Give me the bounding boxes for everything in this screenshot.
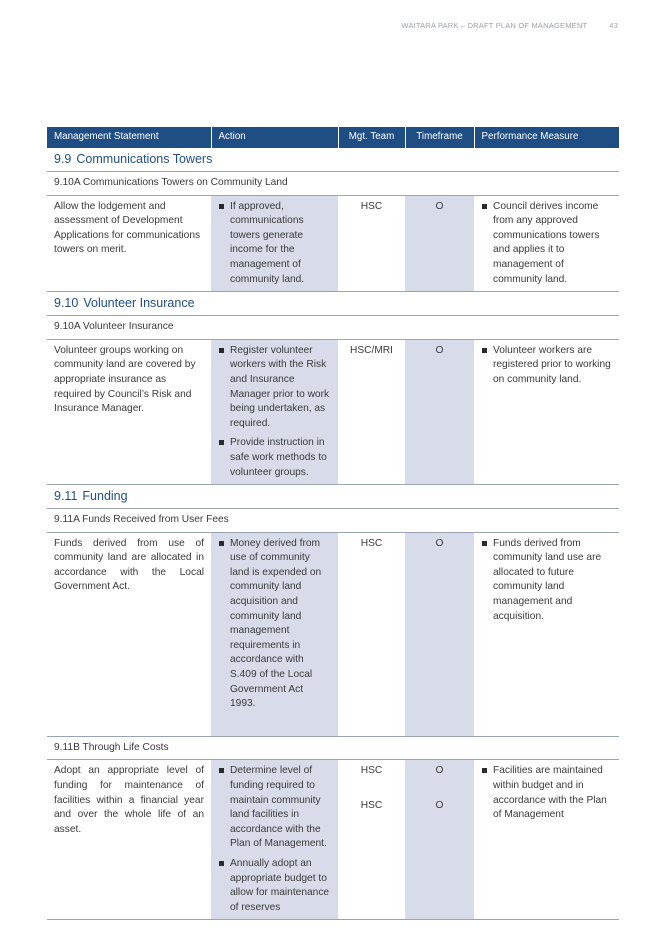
- statement-cell: Volunteer groups working on community land are covered by appropriate insurance as required by Council’s Risk and Insurance Manager.: [47, 339, 211, 484]
- section-title: Volunteer Insurance: [83, 296, 195, 311]
- timeframe-cell: O: [405, 195, 474, 292]
- section-title: Funding: [82, 489, 128, 504]
- action-item: Register volunteer workers with the Risk and Insurance Manager prior to work being undertaken, as required.: [218, 344, 331, 432]
- measure-cell: [474, 760, 619, 920]
- column-header-statement: Management Statement: [47, 127, 211, 148]
- section-heading: [47, 485, 619, 509]
- table-row: [47, 532, 619, 736]
- section-heading: [47, 292, 619, 316]
- column-header-team: Mgt. Team: [338, 127, 405, 148]
- subsection-label: 9.10A Communications Towers on Community Land: [47, 172, 619, 196]
- measure-cell: [474, 195, 619, 292]
- action-cell: [211, 760, 338, 920]
- measure-item: Volunteer workers are registered prior to working on community land.: [481, 344, 612, 388]
- section-number: 9.10: [54, 296, 79, 311]
- team-cell: HSC/MRI: [338, 339, 405, 484]
- timeframe-cell: [405, 760, 474, 920]
- action-item: If approved, communications towers generate income for the management of community land.: [218, 200, 331, 288]
- page-number: 43: [609, 21, 618, 30]
- column-header-measure: Performance Measure: [474, 127, 619, 148]
- measure-item: Funds derived from community land use are allocated to future community land management and acquisition.: [481, 537, 612, 625]
- table-row: [47, 339, 619, 484]
- action-cell: [211, 339, 338, 484]
- action-item: Annually adopt an appropriate budget to allow for maintenance of reserves: [218, 857, 331, 915]
- timeframe-value: O: [435, 800, 444, 811]
- column-header-action: Action: [211, 127, 338, 148]
- column-header-timeframe: Timeframe: [405, 127, 474, 148]
- statement-cell: Allow the lodgement and assessment of Development Applications for communications towers on merit.: [47, 195, 211, 292]
- team-cell: HSC: [338, 195, 405, 292]
- team-cell: HSC: [338, 532, 405, 736]
- team-value: HSC: [360, 765, 383, 777]
- subsection-row: [47, 316, 619, 340]
- section-number: 9.9: [54, 152, 72, 167]
- timeframe-cell: O: [405, 532, 474, 736]
- section-heading-row: [47, 485, 619, 509]
- page-header: [401, 21, 618, 30]
- document-title: WAITARA PARK – DRAFT PLAN OF MANAGEMENT: [401, 21, 588, 30]
- statement-cell: Adopt an appropriate level of funding for maintenance of facilities within a financial year and over the whole life of an asset.: [47, 760, 211, 920]
- table-header-row: [47, 127, 619, 148]
- team-value: HSC: [360, 800, 383, 811]
- subsection-row: [47, 509, 619, 533]
- subsection-row: [47, 736, 619, 760]
- timeframe-cell: O: [405, 339, 474, 484]
- table-row: [47, 760, 619, 920]
- action-item: Money derived from use of community land is expended on community land acquisition and community land management requirements in accordance with S.409 of the Local Government Act 1993.: [218, 537, 331, 712]
- team-cell: [338, 760, 405, 920]
- section-number: 9.11: [54, 489, 78, 504]
- action-item: Determine level of funding required to maintain community land facilities in accordance with the Plan of Management.: [218, 764, 331, 852]
- measure-cell: [474, 532, 619, 736]
- measure-item: Facilities are maintained within budget and in accordance with the Plan of Management: [481, 764, 612, 822]
- subsection-row: [47, 172, 619, 196]
- section-title: Communications Towers: [76, 152, 213, 167]
- statement-cell: Funds derived from use of community land are allocated in accordance with the Local Government Act.: [47, 532, 211, 736]
- subsection-label: 9.11B Through Life Costs: [47, 736, 619, 760]
- management-table: [47, 127, 619, 920]
- measure-cell: [474, 339, 619, 484]
- action-cell: [211, 532, 338, 736]
- action-cell: [211, 195, 338, 292]
- subsection-label: 9.10A Volunteer Insurance: [47, 316, 619, 340]
- section-heading: [47, 148, 619, 172]
- subsection-label: 9.11A Funds Received from User Fees: [47, 509, 619, 533]
- section-heading-row: [47, 148, 619, 172]
- timeframe-value: O: [435, 765, 444, 777]
- table-row: [47, 195, 619, 292]
- measure-item: Council derives income from any approved communications towers and applies it to management of community land.: [481, 200, 612, 288]
- action-item: Provide instruction in safe work methods to volunteer groups.: [218, 436, 331, 480]
- section-heading-row: [47, 292, 619, 316]
